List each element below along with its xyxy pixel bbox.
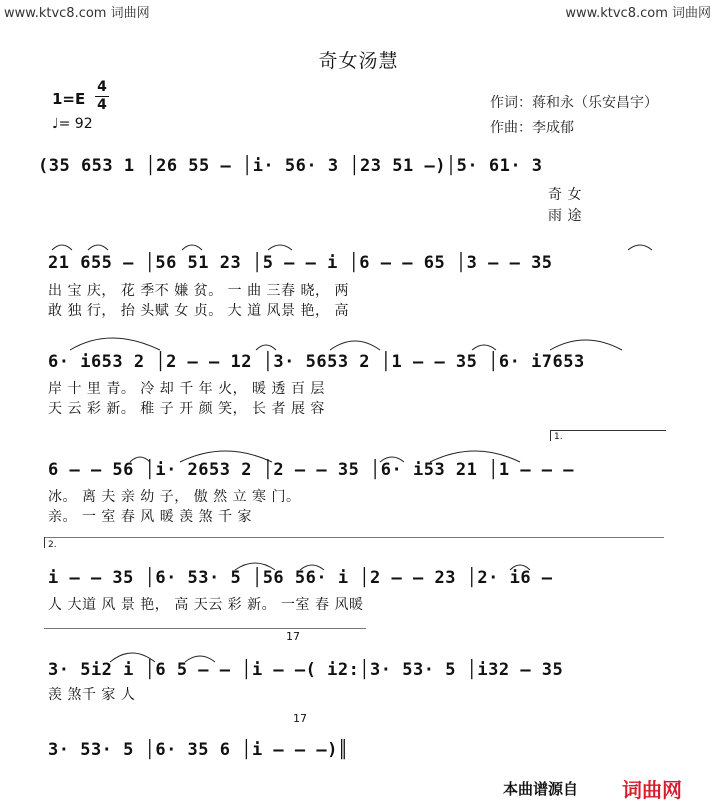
watermark-left: www.ktvc8.com 词曲网 (4, 6, 150, 21)
notation-line-4: 6 – – 56 │i· 2653 2 │2 – – 35 │6· i53 21 │1 – – – (48, 460, 575, 480)
lyric-line-5: 人 大道 风 景 艳， 高 天云 彩 新。 一室 春 风暖 (48, 597, 364, 613)
fermata-count-b: 17 (293, 712, 307, 725)
time-signature-bottom: 4 (97, 97, 107, 113)
notation-line-3: 6· i653 2 │2 – – 12 │3· 5653 2 │1 – – 35 │6· i7653 (48, 352, 585, 372)
volta-second-label: 2. (48, 540, 57, 550)
key-signature: 1=E (52, 90, 86, 108)
time-signature-top: 4 (97, 79, 107, 95)
lyric-line-1b: 雨 途 (548, 208, 582, 224)
lyric-line-2b: 敢 独 行， 抬 头赋 女 贞。 大 道 风景 艳， 高 (48, 303, 349, 319)
lyric-line-3a: 岸 十 里 青。 冷 却 千 年 火， 暖 透 百 层 (48, 381, 325, 397)
notation-line-2: 21 655 – │56 51 23 │5 – – i │6 – – 65 │3 – – 35 (48, 253, 553, 273)
coda-line (44, 628, 366, 629)
volta-first (550, 430, 666, 441)
volta-line (44, 537, 664, 538)
fermata-count-a: 17 (286, 630, 300, 643)
ktvc8-logo[interactable]: 词曲网 (622, 778, 682, 802)
composer: 作曲：李成郁 (490, 120, 574, 136)
lyric-line-6: 羡 煞千 家 人 (48, 687, 136, 703)
notation-line-5: i – – 35 │6· 53· 5 │56 56· i │2 – – 23 │2· i6 – (48, 568, 553, 588)
footer-source: 本曲谱源自 (503, 780, 579, 798)
song-title: 奇女汤慧 (318, 50, 399, 72)
lyric-line-4b: 亲。 一 室 春 风 暖 羡 煞 千 家 (48, 509, 253, 525)
watermark-right: www.ktvc8.com 词曲网 (565, 6, 711, 21)
lyric-line-4a: 冰。 离 夫 亲 幼 子， 傲 然 立 寒 门。 (48, 489, 301, 505)
volta-first-label: 1. (554, 432, 563, 442)
notation-line-1: (35 653 1 │26 55 – │i· 56· 3 │23 51 –)│5· 61· 3 (38, 156, 543, 176)
lyric-line-1a: 奇 女 (548, 187, 582, 203)
volta-second (44, 537, 57, 550)
notation-line-7: 3· 53· 5 │6· 35 6 │i – – –)║ (48, 740, 349, 760)
lyric-line-2a: 出 宝 庆， 花 季不 嫌 贫。 一 曲 三春 晓， 两 (48, 283, 349, 299)
tempo-marking: ♩= 92 (52, 116, 93, 132)
lyric-line-3b: 天 云 彩 新。 稚 子 开 颜 笑， 长 者 展 容 (48, 401, 325, 417)
lyricist: 作词：蒋和永（乐安昌宇） (490, 95, 658, 111)
notation-line-6: 3· 5i2 i │6 5 – – │i – –( i2:│3· 53· 5 │i32 – 35 (48, 660, 564, 680)
